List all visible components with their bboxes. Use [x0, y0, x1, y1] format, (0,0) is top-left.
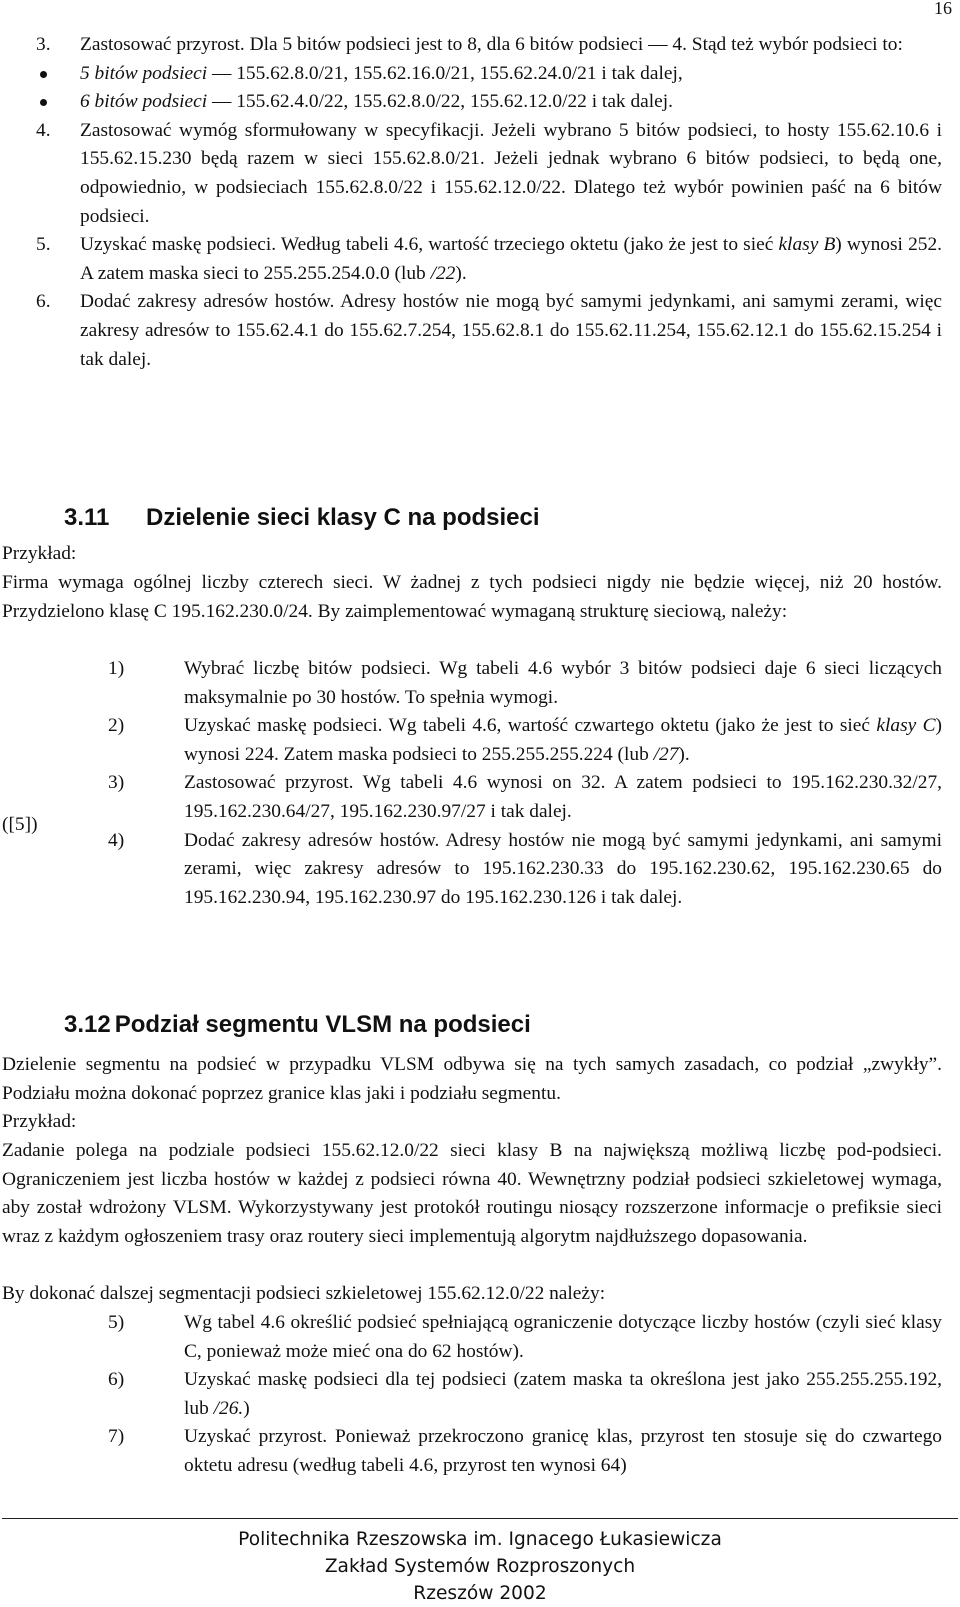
list-marker: 3.: [36, 34, 51, 55]
list-item-italic: klasy B: [778, 234, 836, 256]
list-item-text: Zastosować wymóg sformułowany w specyfikacji. Jeżeli wybrano 5 bitów podsieci, to hosty 155.62.10.6 i 155.62.15.230 będą razem w sieci 155.62.8.0/21. Jeżeli jednak wybrano 6 bitów podsieci, to będą one, odpowiednio, w podsieciach 155.62.8.0/22 i 155.62.12.0/22. Dlatego też wybór powinien paść na 6 bitów podsieci.: [80, 119, 942, 227]
section-number: 3.12: [64, 1011, 111, 1038]
list-item-italic: /26.: [213, 1397, 244, 1419]
section-number: 3.11: [64, 504, 110, 531]
list-marker: 7): [108, 1426, 125, 1448]
bullet-text: — 155.62.4.0/22, 155.62.8.0/22, 155.62.12.0/22 i tak dalej.: [207, 91, 673, 113]
list-item-text: Zastosować przyrost. Dla 5 bitów podsieci jest to 8, dla 6 bitów podsieci — 4. Stąd też wybór podsieci to:: [80, 34, 903, 55]
footer-line: Rzeszów 2002: [413, 1583, 547, 1604]
steps-list-continued: [36, 31, 942, 374]
section-heading: [64, 503, 540, 533]
list-item: [108, 1366, 942, 1423]
list-marker: 6.: [36, 291, 51, 313]
list-item: [108, 827, 942, 913]
list-item: [108, 1309, 942, 1366]
list-item-text: Uzyskać przyrost. Ponieważ przekroczono granicę klas, przyrost ten stosuje się do czwartego oktetu adresu (według tabeli 4.6, przyrost ten wynosi 64): [184, 1426, 942, 1476]
paragraph: Zadanie polega na podziale podsieci 155.62.12.0/22 sieci klasy B na największą możliwą liczbę pod-podsieci. Ograniczeniem jest liczba hostów w każdej z podsieci równa 40. Wewnętrzny podział podsieci szkieletowej wymaga, aby został wdrożony VLSM. Wykorzystywany jest protokół routingu niosący rozszerzone informacje o prefiksie sieci wraz z każdym ogłoszeniem trasy oraz routery sieci implementują algorytm najdłuższego dopasowania.: [2, 1140, 942, 1247]
list-item-italic: /27: [653, 743, 679, 765]
list-item-text: ).: [455, 262, 467, 284]
list-item-text: ) wynosi 252. A zatem maska sieci to 255.255.254.0.0 (lub: [80, 234, 942, 284]
paragraph: Dzielenie segmentu na podsieć w przypadku VLSM odbywa się na tych samych zasadach, co podział „zwykły”. Podziału można dokonać poprzez granice klas jaki i podziału segmentu.: [2, 1054, 942, 1104]
list-item-text: Dodać zakresy adresów hostów. Adresy hostów nie mogą być samymi jedynkami, ani samymi zerami, więc zakresy adresów to 155.62.4.1 do 155.62.7.254, 155.62.8.1 do 155.62.11.254, 155.62.12.1 do 155.62.15.254 i tak dalej.: [80, 291, 942, 370]
bullet-text: — 155.62.8.0/21, 155.62.16.0/21, 155.62.24.0/21 i tak dalej,: [207, 62, 683, 84]
footer-line: Politechnika Rzeszowska im. Ignacego Łukasiewicza: [238, 1529, 722, 1550]
bullet-italic-lead: 6 bitów podsieci: [80, 91, 208, 113]
example-label: Przykład:: [2, 543, 77, 564]
example-label: Przykład:: [2, 1111, 77, 1132]
list-item-italic: klasy C: [876, 715, 936, 737]
footer-line: Zakład Systemów Rozproszonych: [324, 1556, 636, 1577]
bullet-item: [36, 88, 942, 117]
section-heading: [64, 1010, 531, 1040]
list-marker: 2): [108, 715, 125, 737]
bullet-icon: [40, 71, 47, 78]
paragraph: Firma wymaga ogólnej liczby czterech sieci. W żadnej z tych podsieci nigdy nie będzie więcej, niż 20 hostów. Przydzielono klasę C 195.162.230.0/24. By zaimplementować wymaganą strukturę sieciową, należy:: [2, 572, 942, 622]
list-marker: 4): [108, 829, 125, 851]
paragraph: By dokonać dalszej segmentacji podsieci szkieletowej 155.62.12.0/22 należy:: [2, 1283, 606, 1304]
list-item: [36, 31, 942, 60]
list-marker: 5): [108, 1312, 125, 1333]
page-footer: [0, 1526, 960, 1607]
list-item: [108, 1423, 942, 1480]
list-item: [36, 288, 942, 374]
list-item-text: ) wynosi 224. Zatem maska podsieci to 255.255.255.224 (lub: [184, 715, 942, 765]
list-marker: 5.: [36, 234, 51, 256]
steps-list: [108, 655, 942, 912]
list-item-text: Wg tabel 4.6 określić podsieć spełniającą ograniczenie dotyczące liczby hostów (czyli sieć klasy C, ponieważ może mieć ona do 62 hostów).: [184, 1312, 942, 1362]
steps-list: [108, 1309, 942, 1481]
list-item-text: Wybrać liczbę bitów podsieci. Wg tabeli 4.6 wybór 3 bitów podsieci daje 6 sieci liczących maksymalnie po 30 hostów. To spełnia wymogi.: [184, 658, 942, 708]
list-item-text: Dodać zakresy adresów hostów. Adresy hostów nie mogą być samymi jedynkami, ani samymi zerami, więc zakresy adresów to 195.162.230.33 do 195.162.230.62, 195.162.230.65 do 195.162.230.94, 195.162.230.97 do 195.162.230.126 i tak dalej.: [184, 829, 942, 908]
footer-divider: [2, 1518, 958, 1519]
list-item-text: Uzyskać maskę podsieci dla tej podsieci (zatem maska ta określona jest jako 255.255.255.192, lub: [184, 1369, 942, 1419]
list-item-text: ): [243, 1397, 250, 1419]
bullet-italic-lead: 5 bitów podsieci: [80, 62, 208, 84]
section-title: Dzielenie sieci klasy C na podsieci: [146, 504, 540, 531]
list-marker: 3): [108, 772, 125, 794]
section-title: Podział segmentu VLSM na podsieci: [114, 1011, 531, 1038]
bullet-item: [36, 60, 942, 89]
list-item-text: ).: [678, 743, 690, 765]
list-item-text: Uzyskać maskę podsieci. Wg tabeli 4.6, wartość czwartego oktetu (jako że jest to sieć: [184, 715, 877, 737]
page-number: 16: [934, 0, 952, 18]
list-marker: 4.: [36, 119, 51, 141]
list-item: [108, 655, 942, 712]
list-item-italic: /22: [430, 262, 456, 284]
list-item: [36, 117, 942, 231]
list-item: [108, 712, 942, 769]
citation-ref: ([5]): [2, 814, 38, 835]
bullet-icon: [40, 99, 47, 106]
list-item: [108, 769, 942, 826]
list-item: [36, 231, 942, 288]
list-marker: 1): [108, 658, 125, 679]
list-marker: 6): [108, 1369, 125, 1391]
list-item-text: Uzyskać maskę podsieci. Według tabeli 4.6, wartość trzeciego oktetu (jako że jest to sieć: [80, 234, 779, 256]
list-item-text: Zastosować przyrost. Wg tabeli 4.6 wynosi on 32. A zatem podsieci to 195.162.230.32/27, 195.162.230.64/27, 195.162.230.97/27 i tak dalej.: [184, 772, 942, 822]
